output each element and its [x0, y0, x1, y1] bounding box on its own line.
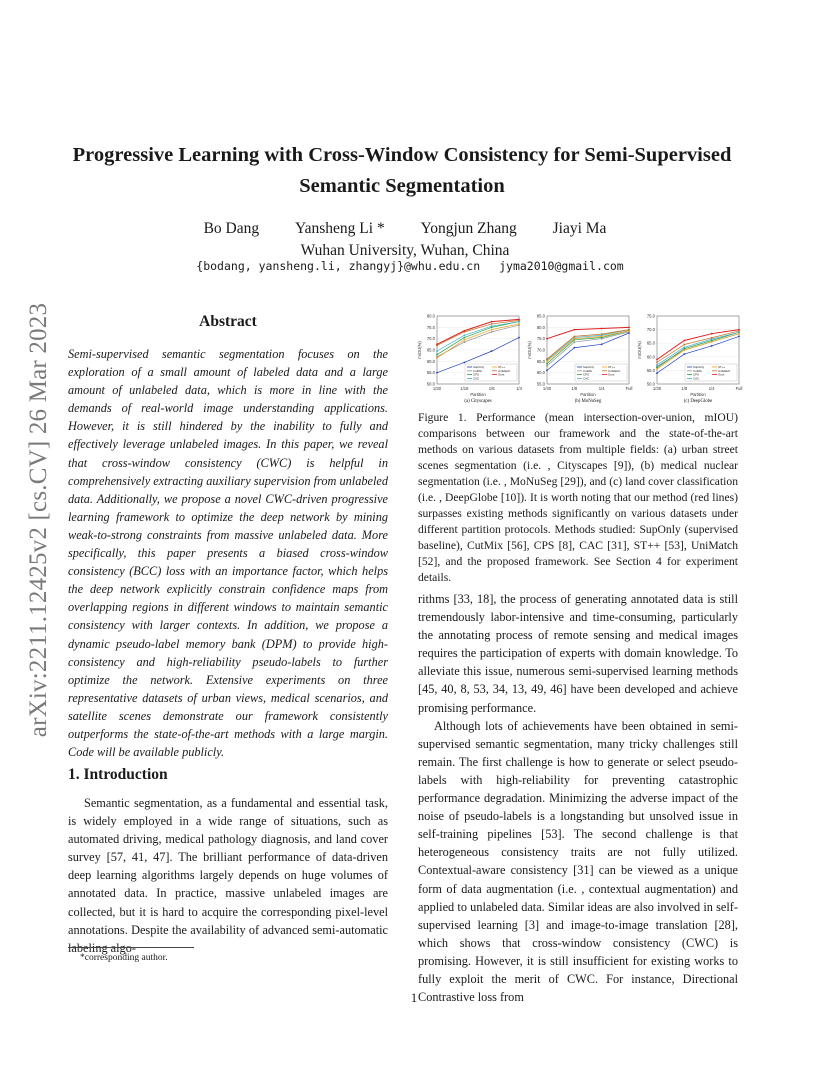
data-point [491, 331, 493, 333]
legend-label: ST++ [608, 365, 616, 370]
x-tick-label: 1/16 [460, 386, 469, 391]
y-tick-label: 70.0 [646, 327, 655, 333]
data-point [463, 341, 465, 343]
data-point [573, 341, 575, 343]
email[interactable]: jyma2010@gmail.com [499, 259, 624, 273]
data-point [436, 354, 438, 356]
arxiv-identifier [14, 280, 64, 760]
x-axis-label: Partition [580, 392, 596, 397]
data-point [601, 336, 603, 338]
y-axis-label: mIOU(%) [417, 341, 422, 359]
author-name: Yansheng Li * [294, 220, 385, 237]
legend-label: CAC [693, 376, 700, 381]
paper-title: Progressive Learning with Cross-Window Consistency for Semi-Supervised Semantic Segmentation [72, 144, 732, 197]
data-point [601, 328, 603, 330]
footnote: *corresponding author. [80, 953, 168, 963]
data-point [656, 359, 658, 361]
right-paragraph-2: Although lots of achievements have been obtained in semi-supervised semantic segmentation, many tricky challenges still remain. The first challenge is how to generate or select pseudo-labels with high-reliability for preventing catastrophic performance degradation. Minimizing the adverse impact of the noise of pseudo-labels is a longstanding but unsolved issue in self-training pipelines [53]. The second challenge is that heterogeneous consistency traits are not fully utilized. Contextual-aware consistency [31] can be viewed as a unique form of data augmentation (i.e. , contextual augmentation) and applied to unlabeled data. Similar ideas are also involved in self-supervised learning [3] and image-to-image translation [28], which shows that cross-window consistency (CWC) is promising. However, it is still insufficient for existing works to fully exploit the merit of CWC. For instance, Directional Contrastive loss from [418, 718, 738, 1005]
y-axis-label: mIOU(%) [527, 341, 532, 359]
data-point [738, 336, 740, 338]
legend-label: CutMix [583, 368, 592, 373]
legend-label: CPS [473, 372, 479, 377]
y-tick-label: 65.0 [646, 340, 655, 346]
series-line-st [437, 324, 519, 358]
x-tick-label: 1/4 [516, 386, 522, 391]
data-point [463, 337, 465, 339]
x-tick-label: 1/8 [681, 386, 688, 391]
y-tick-label: 75.0 [646, 313, 655, 319]
chart-title: (a) Cityscapes [464, 399, 492, 404]
data-point [738, 333, 740, 335]
data-point [518, 337, 520, 339]
x-tick-label: 1/30 [542, 386, 552, 391]
x-tick-label: 1/30 [432, 386, 442, 391]
legend-label: CutMix [473, 368, 482, 373]
x-axis-label: Partition [470, 392, 486, 397]
legend-label: ST++ [498, 365, 506, 370]
abstract-heading: Abstract [199, 313, 257, 330]
figure-caption: Figure 1. Performance (mean intersection-over-union, mIOU) comparisons between our framework and the state-of-the-art methods on various datasets from multiple fields: (a) urban street scenes segmentation (i.e. , Cityscapes [9]), (b) medical nuclear segmentation (i.e. , MoNuSeg [29]), and (c) land cover classification (i.e. , DeepGlobe [10]). It is worth noting that our method (red lines) surpasses existing methods significantly on various datasets under different partition protocols. Methods studied: SupOnly (supervised baseline), CutMix [56], CPS [8], CAC [31], ST++ [53], UniMatch [52], and the proposed framework. See Section 4 for experiment details. [418, 411, 738, 584]
y-tick-label: 60.0 [646, 354, 655, 360]
series-line-cutmix [437, 325, 519, 357]
x-tick-label: Full [735, 386, 743, 391]
data-point [463, 330, 465, 332]
right-paragraph-1: rithms [33, 18], the process of generating annotated data is still tremendously labor-intensive and time-consuming, particularly the annotating process of remote sensing and medical images requires the participation of experts with domain knowledge. To alleviate this issue, numerous semi-supervised learning methods [45, 40, 8, 53, 34, 13, 49, 46] have been developed and achieve promising performance. [418, 592, 738, 715]
data-point [656, 372, 658, 374]
x-tick-label: 1/8 [488, 386, 495, 391]
author-name: Bo Dang [203, 220, 260, 237]
data-point [463, 334, 465, 336]
legend-label: CPS [693, 372, 699, 377]
intro-body [68, 794, 388, 957]
data-point [546, 370, 548, 372]
y-tick-label: 50.0 [426, 381, 435, 387]
y-tick-label: 80.0 [426, 313, 435, 319]
figure-1-charts [415, 312, 745, 412]
right-column [418, 590, 738, 1006]
arxiv-id-text: arXiv:2211.12425v2 [cs.CV] 26 Mar 2023 [25, 302, 52, 738]
legend-label: CAC [583, 376, 590, 381]
data-point [711, 341, 713, 343]
data-point [546, 363, 548, 365]
data-point [711, 345, 713, 347]
legend-label: ST++ [718, 365, 726, 370]
y-tick-label: 65.0 [536, 358, 545, 364]
data-point [491, 321, 493, 323]
data-point [518, 319, 520, 321]
data-point [463, 362, 465, 364]
legend-label: Ours [608, 372, 615, 377]
series-line-cps [547, 331, 629, 364]
data-point [491, 323, 493, 325]
x-tick-label: 1/4 [598, 386, 605, 391]
y-axis-label: mIOU(%) [637, 341, 642, 359]
data-point [601, 333, 603, 335]
footnote-rule [68, 947, 194, 948]
series-line-ours [437, 319, 519, 344]
y-tick-label: 55.0 [646, 367, 655, 373]
author-name: Yongjun Zhang [420, 220, 517, 237]
x-tick-label: 1/4 [708, 386, 715, 391]
data-point [546, 360, 548, 362]
legend-label: CutMix [693, 368, 702, 373]
x-tick-label: 1/8 [571, 386, 578, 391]
data-point [573, 329, 575, 331]
y-tick-label: 50.0 [646, 381, 655, 387]
x-axis-label: Partition [690, 392, 706, 397]
abstract-body: Semi-supervised semantic segmentation focuses on the exploration of a small amount of labeled data and a large amount of unlabeled data, which is more in line with the demands of real-world image understanding applications. However, it is still hindered by the inability to fully and effectively leverage unlabeled images. In this paper, we reveal that cross-window consistency (CWC) is helpful in comprehensively extracting auxiliary supervision from unlabeled data. Additionally, we propose a novel CWC-driven progressive learning framework to optimize the deep network by mining weak-to-strong constraints from massive unlabeled data. More specifically, this paper presents a biased cross-window consistency (BCC) loss with an importance factor, which helps the deep network explicitly constrain confidence maps from overlapping regions in different windows to maintain semantic consistency with larger contexts. In addition, we propose a dynamic pseudo-label memory bank (DPM) to provide high-consistency and high-reliability pseudo-labels to further optimize the network. Extensive experiments on three representative datasets of urban views, medical scenarios, and satellite scenes demonstrate our framework consistently outperforms the state-of-the-art methods with a large margin. Code will be available publicly. [68, 347, 388, 760]
data-point [573, 347, 575, 349]
data-point [436, 350, 438, 352]
data-point [683, 340, 685, 342]
y-tick-label: 60.0 [426, 358, 435, 364]
data-point [436, 343, 438, 345]
data-point [656, 368, 658, 370]
data-point [546, 338, 548, 340]
data-point [518, 323, 520, 325]
page-number: 1 [410, 990, 418, 1005]
chart-title: (c) DeepGlobe [683, 399, 713, 404]
data-point [656, 364, 658, 366]
data-point [491, 329, 493, 331]
data-point [546, 358, 548, 360]
data-point [711, 337, 713, 339]
author-name: Jiayi Ma [552, 220, 607, 237]
data-point [546, 365, 548, 367]
data-point [491, 325, 493, 327]
legend-label: Ours [718, 372, 725, 377]
y-tick-label: 55.0 [426, 370, 435, 376]
y-tick-label: 80.0 [536, 324, 545, 330]
x-tick-label: 1/30 [652, 386, 662, 391]
legend-label: CAC [473, 376, 480, 381]
y-tick-label: 55.0 [536, 381, 545, 387]
legend-label: UniMatch [608, 368, 621, 373]
intro-paragraph: Semantic segmentation, as a fundamental and essential task, is widely employed in a wide range of situations, such as automated driving, medical pathology diagnosis, and land cover survey [57, 41, 47]. The brilliant performance of data-driven deep learning algorithms largely depends on huge volumes of annotated data. In practice, massive unlabeled images are collected, but it is hard to acquire the corresponding pixel-level annotations. Despite the availability of advanced semi-automatic labeling algo- [68, 796, 388, 955]
legend-label: SupOnly [473, 365, 485, 370]
legend-label: SupOnly [583, 365, 595, 370]
data-point [628, 326, 630, 328]
x-tick-label: Full [625, 386, 633, 391]
data-point [683, 344, 685, 346]
data-point [711, 333, 713, 335]
y-tick-label: 65.0 [426, 347, 435, 353]
data-point [683, 349, 685, 351]
y-tick-label: 70.0 [426, 336, 435, 342]
author-block [140, 218, 670, 262]
affiliation: Wuhan University, Wuhan, China [300, 242, 510, 259]
y-tick-label: 75.0 [426, 324, 435, 330]
email[interactable]: {bodang, yansheng.li, zhangyj}@whu.edu.cn [196, 259, 481, 273]
y-tick-label: 85.0 [536, 313, 545, 319]
section-heading: 1. Introduction [68, 766, 168, 783]
data-point [683, 353, 685, 355]
legend-label: Ours [498, 372, 505, 377]
legend-label: UniMatch [718, 368, 731, 373]
data-point [601, 343, 603, 345]
data-point [656, 361, 658, 363]
data-point [573, 338, 575, 340]
data-point [573, 336, 575, 338]
legend-label: UniMatch [498, 368, 511, 373]
author-emails [110, 259, 710, 273]
data-point [436, 357, 438, 359]
data-point [491, 350, 493, 352]
y-tick-label: 60.0 [536, 370, 545, 376]
data-point [463, 339, 465, 341]
data-point [436, 372, 438, 374]
figure-1 [415, 312, 745, 412]
y-tick-label: 70.0 [536, 347, 545, 353]
data-point [628, 329, 630, 331]
legend-label: SupOnly [693, 365, 705, 370]
y-tick-label: 75.0 [536, 336, 545, 342]
data-point [738, 329, 740, 331]
author-names [140, 218, 670, 240]
data-point [683, 346, 685, 348]
chart-title: (b) MoNuSeg [574, 399, 602, 404]
legend-label: CPS [583, 372, 589, 377]
